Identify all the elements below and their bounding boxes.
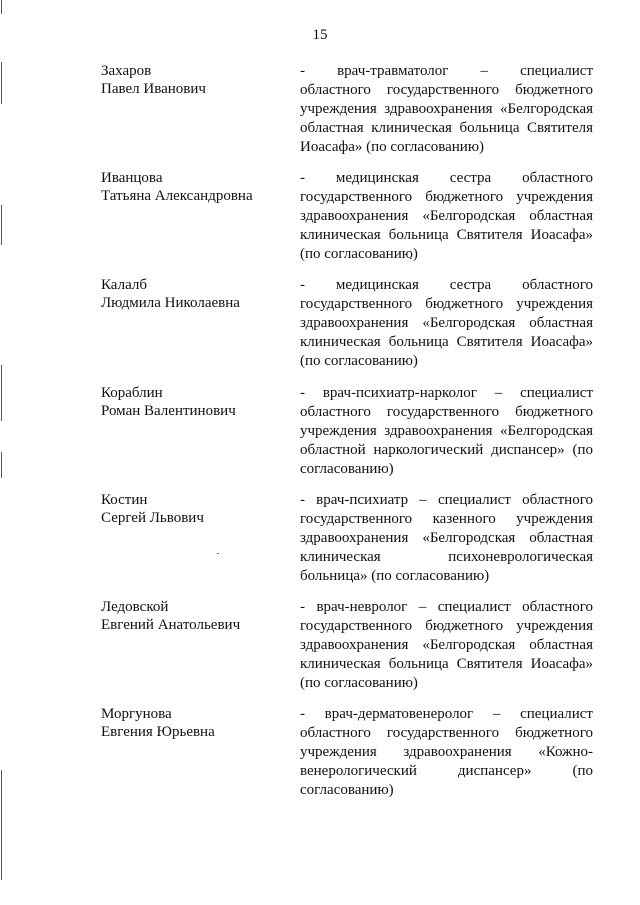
member-role — [300, 598, 593, 693]
role-line: областного государственного бюджетного — [300, 82, 593, 98]
role-line: здравоохранения «Белгородская областная — [300, 208, 593, 224]
role-line: согласованию) — [300, 782, 394, 798]
member-given-names: Татьяна Александровна — [101, 188, 253, 204]
role-line: государственного казенного учреждения — [300, 511, 593, 527]
member-name — [101, 491, 281, 527]
role-line: клиническая больница Святителя Иоасафа» — [300, 656, 593, 672]
role-line: клиническая больница Святителя Иоасафа» — [300, 227, 593, 243]
role-line: клиническая психоневрологическая — [300, 549, 593, 565]
role-line: - медицинская сестра областного — [300, 277, 593, 293]
role-line: (по согласованию) — [300, 675, 418, 691]
scan-edge-mark — [1, 62, 2, 104]
member-surname: Калалб — [101, 277, 147, 293]
role-line: областная клиническая больница Святителя — [300, 120, 593, 136]
member-given-names: Евгений Анатольевич — [101, 617, 241, 633]
member-surname: Моргунова — [101, 706, 172, 722]
role-line: здравоохранения «Белгородская областная — [300, 530, 593, 546]
page-number: 15 — [312, 27, 328, 43]
scan-speck — [217, 553, 219, 554]
role-line: учреждения здравоохранения «Белгородская — [300, 423, 593, 439]
member-name — [101, 62, 281, 98]
member-name — [101, 169, 281, 205]
scan-edge-mark — [1, 452, 2, 478]
member-role — [300, 276, 593, 371]
member-surname: Ледовской — [101, 599, 169, 615]
member-role — [300, 491, 593, 586]
role-line: государственного бюджетного учреждения — [300, 296, 593, 312]
member-name — [101, 276, 281, 312]
role-line: областного государственного бюджетного — [300, 404, 593, 420]
role-line: здравоохранения «Белгородская областная — [300, 315, 593, 331]
member-surname: Иванцова — [101, 170, 163, 186]
member-given-names: Павел Иванович — [101, 81, 206, 97]
role-line: областной наркологический диспансер» (по — [300, 442, 593, 458]
member-role — [300, 62, 593, 157]
role-line: - врач-психиатр – специалист областного — [300, 492, 593, 508]
scan-edge-mark — [1, 0, 2, 14]
member-name — [101, 598, 281, 634]
scan-edge-mark — [1, 365, 2, 421]
scan-edge-mark — [1, 770, 2, 880]
role-line: - врач-дерматовенеролог – специалист — [300, 706, 593, 722]
scan-edge-mark — [1, 205, 2, 245]
member-name — [101, 384, 281, 420]
role-line: государственного бюджетного учреждения — [300, 618, 593, 634]
role-line: - медицинская сестра областного — [300, 170, 593, 186]
role-line: клиническая больница Святителя Иоасафа» — [300, 334, 593, 350]
role-line: венерологический диспансер» (по — [300, 763, 593, 779]
role-line: больница» (по согласованию) — [300, 568, 490, 584]
role-line: учреждения здравоохранения «Белгородская — [300, 101, 593, 117]
member-name — [101, 705, 281, 741]
member-given-names: Роман Валентинович — [101, 403, 236, 419]
member-given-names: Сергей Львович — [101, 510, 204, 526]
member-given-names: Людмила Николаевна — [101, 295, 240, 311]
member-given-names: Евгения Юрьевна — [101, 724, 215, 740]
member-role — [300, 384, 593, 479]
role-line: согласованию) — [300, 461, 394, 477]
role-line: - врач-травматолог – специалист — [300, 63, 593, 79]
role-line: здравоохранения «Белгородская областная — [300, 637, 593, 653]
member-role — [300, 169, 593, 264]
role-line: государственного бюджетного учреждения — [300, 189, 593, 205]
member-surname: Кораблин — [101, 385, 163, 401]
role-line: областного государственного бюджетного — [300, 725, 593, 741]
role-line: - врач-психиатр-нарколог – специалист — [300, 385, 593, 401]
role-line: учреждения здравоохранения «Кожно- — [300, 744, 593, 760]
role-line: Иоасафа» (по согласованию) — [300, 139, 485, 155]
member-surname: Захаров — [101, 63, 152, 79]
role-line: - врач-невролог – специалист областного — [300, 599, 593, 615]
member-surname: Костин — [101, 492, 148, 508]
role-line: (по согласованию) — [300, 246, 418, 262]
member-role — [300, 705, 593, 800]
role-line: (по согласованию) — [300, 353, 418, 369]
